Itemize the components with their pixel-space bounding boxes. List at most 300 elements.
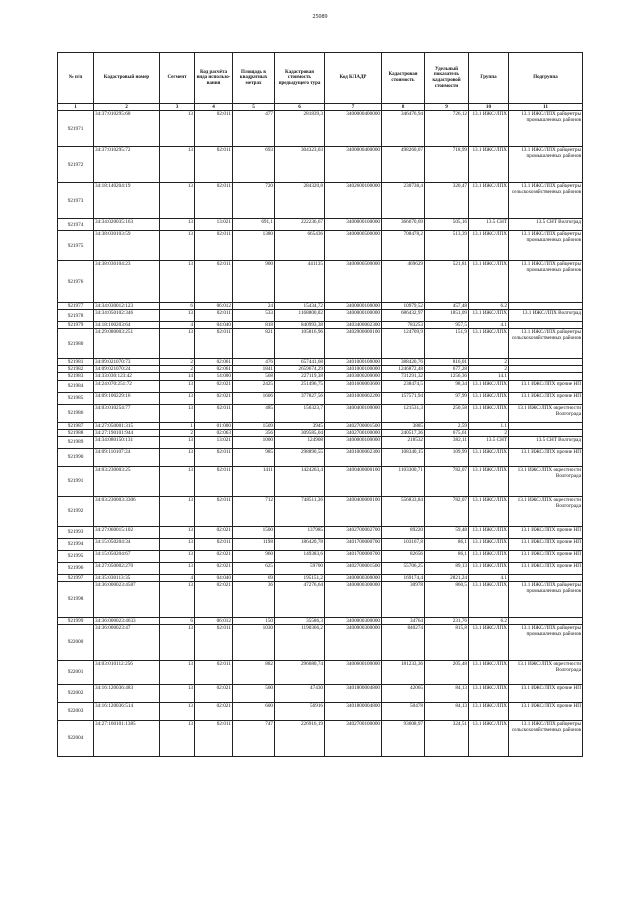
cell-prev: 186420,78	[275, 538, 325, 550]
cell-n: 921999	[58, 617, 94, 624]
cell-cost: 498260,07	[382, 147, 425, 183]
cell-area: 1500	[233, 526, 275, 538]
cell-n: 921976	[58, 261, 94, 303]
cell-area: 2425	[233, 380, 275, 392]
cell-seg: 13	[160, 720, 195, 756]
cell-cost: 34764	[382, 617, 425, 624]
cell-area: 1000	[233, 436, 275, 448]
cell-prev: 227119,38	[275, 373, 325, 380]
table-row	[58, 147, 583, 183]
cell-area: 821	[233, 329, 275, 359]
cell-grp: 13.1 ИЖС/ЛПХ	[469, 466, 509, 496]
cell-code: 02:021	[195, 562, 233, 574]
cell-kn: 34:29:080003:251	[94, 329, 160, 359]
cell-n: 921988	[58, 429, 94, 436]
cell-cost: 366670,69	[382, 219, 425, 231]
cell-kladr: 3400600100000	[325, 660, 382, 684]
cell-sub: 13.1 ИЖС/ЛПХ райцентры промышленных районов	[509, 147, 583, 183]
cell-kn: 34:15:050204:67	[94, 550, 160, 562]
table-row	[58, 581, 583, 617]
cell-prev: 3945	[275, 422, 325, 429]
table-row	[58, 310, 583, 322]
cell-prev: 251496,75	[275, 380, 325, 392]
cell-prev: 15434,72	[275, 303, 325, 310]
table-row	[58, 359, 583, 366]
cell-kladr: 3401000002200	[325, 392, 382, 404]
cell-seg: 14	[160, 373, 195, 380]
cell-kn: 34:16:120036:483	[94, 684, 160, 702]
cell-seg: 13	[160, 436, 195, 448]
cell-sub: 13.1 ИЖС/ЛПХ райцентры промышленных районов	[509, 624, 583, 660]
cell-grp: 13.1 ИЖС/ЛПХ	[469, 702, 509, 720]
cell-area: 1030	[233, 624, 275, 660]
cell-prev: 377827,56	[275, 392, 325, 404]
cell-kladr: 3401000100000	[325, 366, 382, 373]
cell-sub: 13.1 ИЖС/ЛПХ Волгоград	[509, 310, 583, 322]
cell-code: 02:011	[195, 147, 233, 183]
cell-cost: 42065	[382, 684, 425, 702]
cell-n: 921977	[58, 303, 94, 310]
cell-area: 747	[233, 720, 275, 756]
cell-kladr: 3400000300000	[325, 624, 382, 660]
cell-unit: 205,48	[425, 660, 469, 684]
cell-grp: 13.1 ИЖС/ЛПХ	[469, 448, 509, 466]
cell-prev: 149383,6	[275, 550, 325, 562]
cell-prev: 47430	[275, 684, 325, 702]
cell-unit: 505,16	[425, 219, 469, 231]
cell-area: 477	[233, 111, 275, 147]
cell-grp: 1.1	[469, 422, 509, 429]
cell-kladr: 3400000300000	[325, 574, 382, 581]
cell-kladr: 3400000100000	[325, 310, 382, 322]
cell-unit: 109,99	[425, 448, 469, 466]
column-number: 8	[382, 104, 425, 111]
cell-kladr: 3403400002300	[325, 322, 382, 329]
table-row	[58, 702, 583, 720]
cell-area: 485	[233, 404, 275, 422]
cell-code: 02:011	[195, 231, 233, 261]
cell-n: 922000	[58, 624, 94, 660]
cell-area: 712	[233, 496, 275, 526]
cell-sub	[509, 366, 583, 373]
cell-kladr: 3401800004800	[325, 702, 382, 720]
column-header: Сегмент	[160, 53, 195, 104]
cell-prev: 304323,03	[275, 147, 325, 183]
cell-kn: 34:36:000023:4633	[94, 617, 160, 624]
cell-kladr: 3400400000100	[325, 496, 382, 526]
cell-cost: 783253	[382, 322, 425, 329]
cell-sub: 13.1 ИЖС/ЛПХ прочие НП	[509, 380, 583, 392]
column-number: 1	[58, 104, 94, 111]
cell-kladr: 3401700000700	[325, 550, 382, 562]
cell-unit: 860,5	[425, 581, 469, 617]
table-row	[58, 574, 583, 581]
cell-kn: 34:27:050002:270	[94, 562, 160, 574]
cell-sub	[509, 359, 583, 366]
cell-n: 921978	[58, 310, 94, 322]
cell-n: 921985	[58, 392, 94, 404]
column-header: Код расчёта вида использо-вания	[195, 53, 233, 104]
cell-grp: 13.1 ИЖС/ЛПХ	[469, 624, 509, 660]
cell-kn: 34:33:030:123:42	[94, 373, 160, 380]
table-row	[58, 373, 583, 380]
cell-area: 24	[233, 303, 275, 310]
cell-unit: 718,99	[425, 147, 469, 183]
cell-code: 02:011	[195, 329, 233, 359]
cell-kladr: 3400000100000	[325, 219, 382, 231]
cell-kladr: 3402900000100	[325, 329, 382, 359]
table-header-row	[58, 53, 583, 104]
cell-prev: 309585,04	[275, 429, 325, 436]
cell-cost: 1103300,71	[382, 466, 425, 496]
cell-kladr: 3400000400000	[325, 111, 382, 147]
cell-kn: 34:03:230003:25	[94, 466, 160, 496]
cell-grp: 13.1 ИЖС/ЛПХ	[469, 684, 509, 702]
cell-unit: 782,07	[425, 466, 469, 496]
cell-code: 02:011	[195, 660, 233, 684]
cell-grp: 13.1 ИЖС/ЛПХ	[469, 111, 509, 147]
table-row	[58, 329, 583, 359]
cell-grp: 4.1	[469, 574, 509, 581]
cell-cost: 3885	[382, 422, 425, 429]
cell-code: 02:011	[195, 404, 233, 422]
cell-unit: 84,13	[425, 684, 469, 702]
column-header: Удельный показатель кадастровой стоимости	[425, 53, 469, 104]
table-row	[58, 404, 583, 422]
cell-kladr: 3400000100000	[325, 436, 382, 448]
cell-sub: 13.1 ИЖС/ЛПХ райцентры сельскохозяйственных районов	[509, 329, 583, 359]
cell-cost: 82656	[382, 550, 425, 562]
cell-n: 921992	[58, 496, 94, 526]
cell-kladr: 3400000100000	[325, 303, 382, 310]
cell-sub: 13.1 ИЖС/ЛПХ окрестности Волгограда	[509, 496, 583, 526]
cadastral-value-table	[57, 52, 583, 757]
cell-kn: 34:09:110107:24	[94, 448, 160, 466]
cell-area: 500	[233, 684, 275, 702]
cell-cost: 731291,32	[382, 373, 425, 380]
cell-area: 1380	[233, 231, 275, 261]
cell-seg: 13	[160, 404, 195, 422]
cell-cost: 840274	[382, 624, 425, 660]
cell-grp: 2	[469, 359, 509, 366]
cell-grp: 13.1 ИЖС/ЛПХ	[469, 526, 509, 538]
cell-unit: 86,1	[425, 538, 469, 550]
cell-kn: 34:35:030113:35	[94, 574, 160, 581]
table-row	[58, 526, 583, 538]
cell-sub	[509, 303, 583, 310]
cell-prev: 124908	[275, 436, 325, 448]
cell-unit: 726,12	[425, 111, 469, 147]
cell-sub: 13.1 ИЖС/ЛПХ райцентры промышленных районов	[509, 231, 583, 261]
cell-unit: 231,76	[425, 617, 469, 624]
cell-n: 921972	[58, 147, 94, 183]
cell-kn: 34:34:020035:163	[94, 219, 160, 231]
cell-seg: 13	[160, 310, 195, 322]
table-row	[58, 422, 583, 429]
cell-seg: 13	[160, 562, 195, 574]
column-header: Площадь в квадратных метрах	[233, 53, 275, 104]
cell-unit: 2821,24	[425, 574, 469, 581]
cell-seg: 13	[160, 392, 195, 404]
cell-prev: 284320,8	[275, 183, 325, 219]
table-row	[58, 448, 583, 466]
cell-unit: 2,59	[425, 422, 469, 429]
cell-kladr: 3401000100000	[325, 359, 382, 366]
cell-cost: 157571,94	[382, 392, 425, 404]
column-header: Кадастровый номер	[94, 53, 160, 104]
cell-area: 960	[233, 550, 275, 562]
cell-kladr: 3401700000700	[325, 538, 382, 550]
cell-area: 985	[233, 448, 275, 466]
cell-n: 921981	[58, 359, 94, 366]
cell-seg: 13	[160, 231, 195, 261]
cell-sub: 13.1 ИЖС/ЛПХ прочие НП	[509, 538, 583, 550]
cell-unit: 320,47	[425, 183, 469, 219]
cell-kladr: 3402700100000	[325, 720, 382, 756]
cell-n: 921984	[58, 380, 94, 392]
cell-code: 02:021	[195, 380, 233, 392]
cell-seg: 2	[160, 429, 195, 436]
cell-code: 14:000	[195, 373, 233, 380]
cell-code: 02:011	[195, 183, 233, 219]
cell-cost: 30978	[382, 581, 425, 617]
cell-grp: 13.1 ИЖС/ЛПХ	[469, 183, 509, 219]
cell-seg: 6	[160, 617, 195, 624]
cell-n: 921997	[58, 574, 94, 581]
cell-prev: 1190366,2	[275, 624, 325, 660]
cell-kladr: 3402700100000	[325, 429, 382, 436]
cell-n: 921982	[58, 366, 94, 373]
column-number: 9	[425, 104, 469, 111]
cell-kladr: 3401800004800	[325, 684, 382, 702]
cell-grp: 13.5 СНТ	[469, 436, 509, 448]
table-row	[58, 322, 583, 329]
cell-prev: 281839,3	[275, 111, 325, 147]
cell-sub: 13.1 ИЖС/ЛПХ прочие НП	[509, 562, 583, 574]
cell-area: 720	[233, 183, 275, 219]
cell-code: 13:021	[195, 436, 233, 448]
page-number: 25089	[312, 14, 328, 20]
cell-code: 02:021	[195, 392, 233, 404]
cell-prev: 226916,19	[275, 720, 325, 756]
cell-area: 1606	[233, 392, 275, 404]
cell-seg: 4	[160, 574, 195, 581]
cell-unit: 815,8	[425, 624, 469, 660]
cell-unit: 382,11	[425, 436, 469, 448]
cell-unit: 675,61	[425, 429, 469, 436]
cell-grp: 13.1 ИЖС/ЛПХ	[469, 720, 509, 756]
table-row	[58, 624, 583, 660]
cell-sub: 13.5 СНТ Волгоград	[509, 219, 583, 231]
cell-cost: 469629	[382, 261, 425, 303]
cell-grp: 13.1 ИЖС/ЛПХ	[469, 660, 509, 684]
cell-code: 02:061	[195, 359, 233, 366]
cell-kladr: 3402600100000	[325, 183, 382, 219]
table-row	[58, 429, 583, 436]
cell-code: 04:040	[195, 574, 233, 581]
cell-kn: 34:34:050102:346	[94, 310, 160, 322]
cell-seg: 13	[160, 550, 195, 562]
cell-grp: 2	[469, 366, 509, 373]
table-row	[58, 219, 583, 231]
cell-kn: 34:38:030103:59	[94, 231, 160, 261]
cell-code: 02:021	[195, 702, 233, 720]
cell-unit: 86,1	[425, 550, 469, 562]
cell-n: 922001	[58, 660, 94, 684]
cell-unit: 677,28	[425, 366, 469, 373]
cell-n: 921980	[58, 329, 94, 359]
column-number-row	[58, 104, 583, 111]
cell-code: 02:011	[195, 111, 233, 147]
cell-sub	[509, 373, 583, 380]
cell-n: 921993	[58, 526, 94, 538]
cell-cost: 240517,36	[382, 429, 425, 436]
cell-n: 921974	[58, 219, 94, 231]
cell-kladr: 3402700001500	[325, 562, 382, 574]
cell-kladr: 3400000300000	[325, 581, 382, 617]
cell-sub: 13.1 ИЖС/ЛПХ прочие НП	[509, 550, 583, 562]
cell-area: 818	[233, 322, 275, 329]
cell-grp: 13.1 ИЖС/ЛПХ	[469, 261, 509, 303]
cell-kladr: 3403000200000	[325, 373, 382, 380]
cell-area: 882	[233, 660, 275, 684]
cell-grp: 13.1 ИЖС/ЛПХ	[469, 404, 509, 422]
cell-grp: 13.1 ИЖС/ЛПХ	[469, 310, 509, 322]
cell-n: 921986	[58, 404, 94, 422]
cell-area: 568	[233, 373, 275, 380]
cell-seg: 13	[160, 684, 195, 702]
cell-cost: 50478	[382, 702, 425, 720]
column-number: 7	[325, 104, 382, 111]
cell-kn: 34:18:100203:64	[94, 322, 160, 329]
cell-cost: 238474,5	[382, 380, 425, 392]
cell-kladr: 3400000500000	[325, 231, 382, 261]
cell-code: 02:011	[195, 496, 233, 526]
cell-seg: 13	[160, 526, 195, 538]
cell-cost: 1246872,48	[382, 366, 425, 373]
table-row	[58, 562, 583, 574]
cell-unit: 59,48	[425, 526, 469, 538]
cell-n: 922002	[58, 684, 94, 702]
cell-kladr: 3401600003600	[325, 380, 382, 392]
table-row	[58, 231, 583, 261]
cell-sub: 13.1 ИЖС/ЛПХ окрестности Волгограда	[509, 466, 583, 496]
cell-area: 693	[233, 147, 275, 183]
table-row	[58, 538, 583, 550]
cell-code: 02:011	[195, 261, 233, 303]
cell-kladr: 3400000500000	[325, 261, 382, 303]
cell-prev: 195151,2	[275, 574, 325, 581]
cell-unit: 457,48	[425, 303, 469, 310]
cell-grp: 13.1 ИЖС/ЛПХ	[469, 329, 509, 359]
cell-n: 921987	[58, 422, 94, 429]
cell-code: 02:011	[195, 310, 233, 322]
cell-kn: 34:03:230003:3306	[94, 496, 160, 526]
column-header: Код КЛАДР	[325, 53, 382, 104]
cell-code: 13:021	[195, 219, 233, 231]
cell-sub	[509, 617, 583, 624]
column-number: 4	[195, 104, 233, 111]
cell-code: 02:011	[195, 624, 233, 660]
cell-n: 921973	[58, 183, 94, 219]
cell-prev: 840993,38	[275, 322, 325, 329]
cell-unit: 98,34	[425, 380, 469, 392]
cell-grp: 13.1 ИЖС/ЛПХ	[469, 392, 509, 404]
cell-area: 356	[233, 429, 275, 436]
cell-kn: 34:34:080150:131	[94, 436, 160, 448]
table-row	[58, 303, 583, 310]
cell-cost: 108340,15	[382, 448, 425, 466]
column-number: 6	[275, 104, 325, 111]
cell-seg: 13	[160, 448, 195, 466]
table-row	[58, 380, 583, 392]
cell-n: 921994	[58, 538, 94, 550]
cell-n: 921995	[58, 550, 94, 562]
cell-grp: 6.2	[469, 303, 509, 310]
cell-area: 691,1	[233, 219, 275, 231]
cell-cost: 708478,2	[382, 231, 425, 261]
cell-unit: 84,13	[425, 702, 469, 720]
table-row	[58, 366, 583, 373]
cell-grp: 13.1 ИЖС/ЛПХ	[469, 581, 509, 617]
cell-kn: 34:15:050204:34	[94, 538, 160, 550]
cell-area: 36	[233, 581, 275, 617]
cell-unit: 1851,09	[425, 310, 469, 322]
cell-code: 06:012	[195, 303, 233, 310]
table-row	[58, 660, 583, 684]
cell-seg: 13	[160, 380, 195, 392]
table-row	[58, 617, 583, 624]
cell-kladr: 3400000300000	[325, 617, 382, 624]
column-number: 3	[160, 104, 195, 111]
cell-prev: 296680,74	[275, 660, 325, 684]
cell-kn: 34:09:021070:24	[94, 366, 160, 373]
cell-sub	[509, 429, 583, 436]
cell-kn: 34:27:160101:1385	[94, 720, 160, 756]
cell-kladr: 3401000002300	[325, 448, 382, 466]
cell-kn: 34:09:021070:73	[94, 359, 160, 366]
cell-prev: 665436	[275, 231, 325, 261]
cell-area: 1198	[233, 538, 275, 550]
cell-cost: 218532	[382, 436, 425, 448]
cell-seg: 13	[160, 261, 195, 303]
column-number: 5	[233, 104, 275, 111]
cell-seg: 6	[160, 303, 195, 310]
cell-kladr: 3402700001500	[325, 422, 382, 429]
cell-kn: 34:18:140204:19	[94, 183, 160, 219]
cell-sub: 13.1 ИЖС/ЛПХ райцентры сельскохозяйственных районов	[509, 720, 583, 756]
cell-sub: 13.1 ИЖС/ЛПХ райцентры промышленных районов	[509, 261, 583, 303]
cell-grp: 13.1 ИЖС/ЛПХ	[469, 231, 509, 261]
cell-grp: 13.1 ИЖС/ЛПХ	[469, 562, 509, 574]
cell-code: 02:021	[195, 550, 233, 562]
cell-unit: 89,13	[425, 562, 469, 574]
cell-kn: 34:09:100229:16	[94, 392, 160, 404]
cell-kladr: 3400400100000	[325, 404, 382, 422]
cell-cost: 103167,8	[382, 538, 425, 550]
cell-cost: 89220	[382, 526, 425, 538]
cell-area: 1411	[233, 466, 275, 496]
cell-kn: 34:37:010295:68	[94, 111, 160, 147]
cell-sub: 13.1 ИЖС/ЛПХ прочие НП	[509, 448, 583, 466]
cell-seg: 13	[160, 496, 195, 526]
cell-cost: 388420,76	[382, 359, 425, 366]
cell-kn: 34:27:060015:102	[94, 526, 160, 538]
cell-unit: 816,01	[425, 359, 469, 366]
cell-kn: 34:27:190101:944	[94, 429, 160, 436]
cell-seg: 13	[160, 538, 195, 550]
cell-unit: 97,99	[425, 392, 469, 404]
